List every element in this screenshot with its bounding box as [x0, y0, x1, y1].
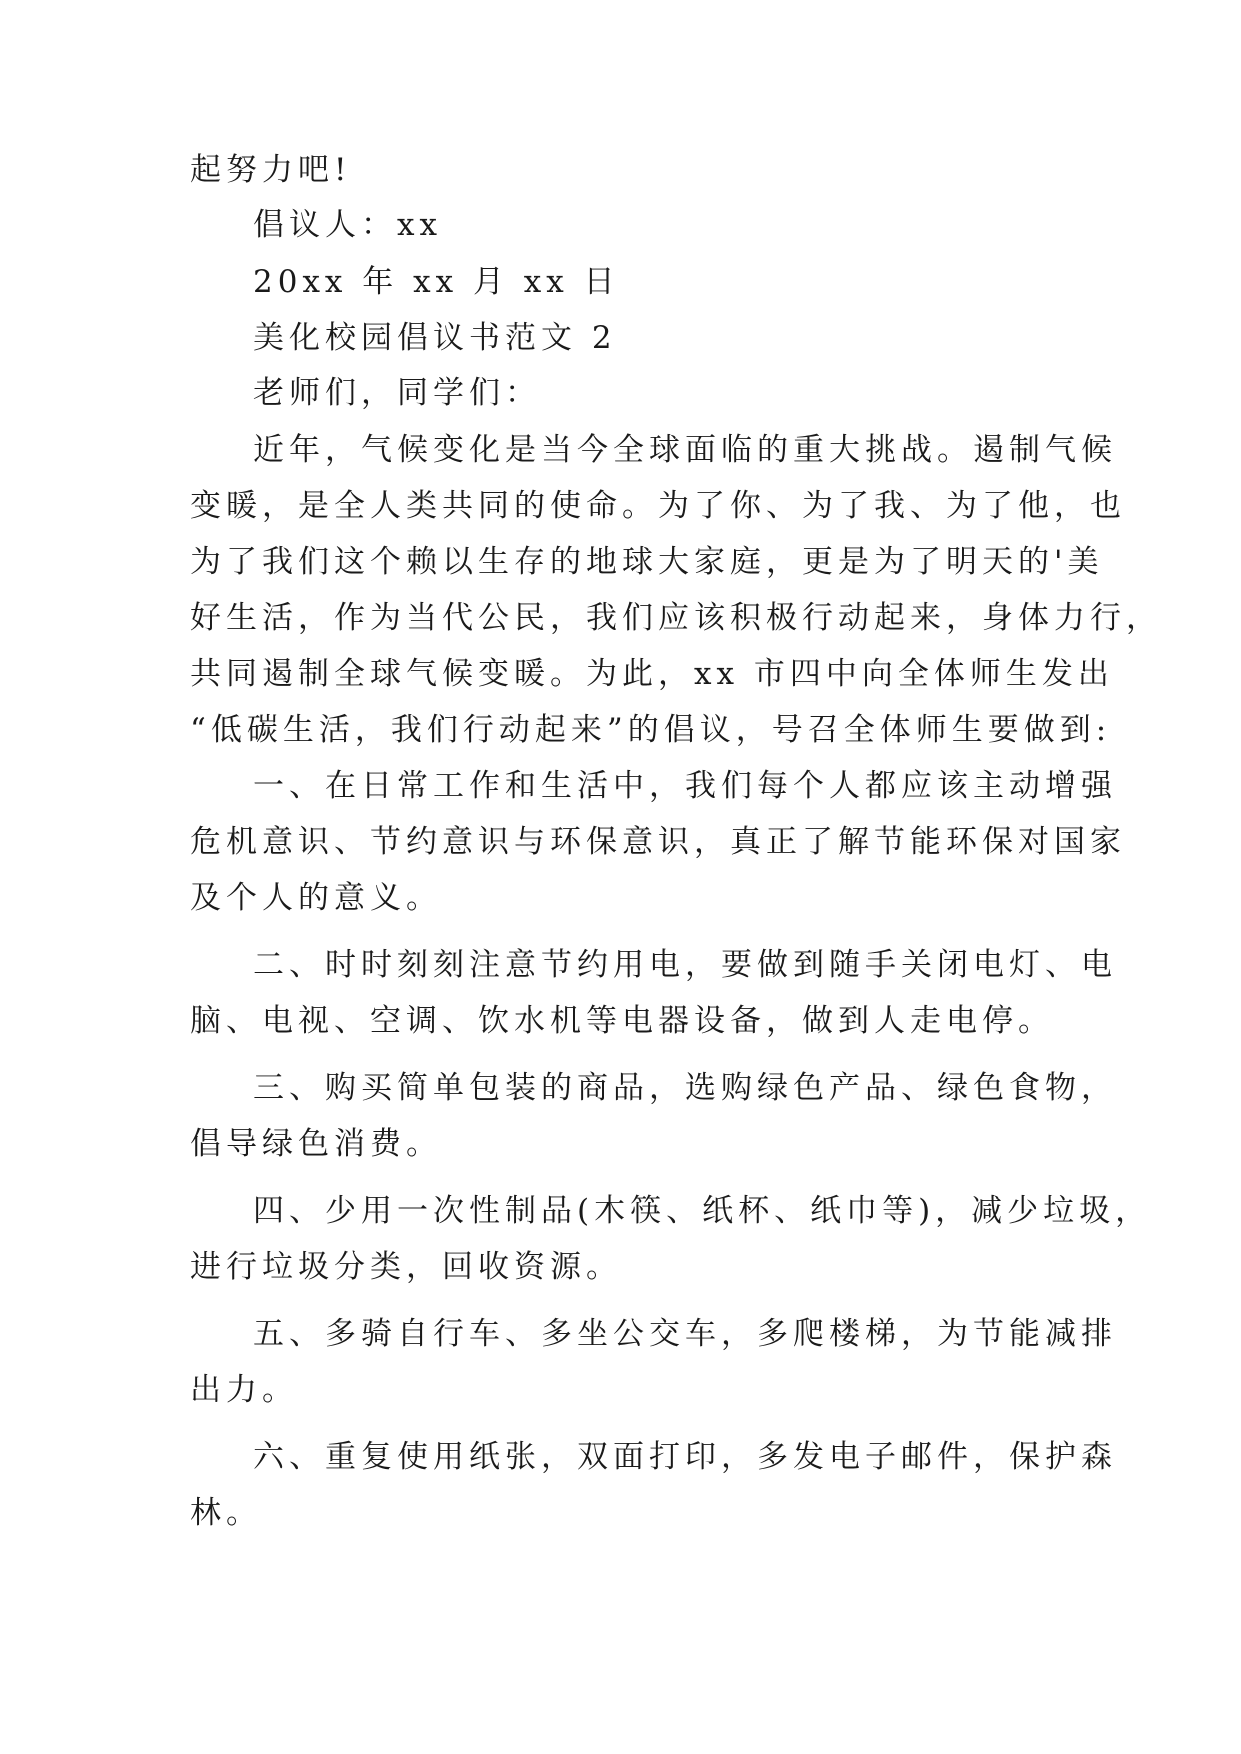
text-line: 变暖，是全人类共同的使命。为了你、为了我、为了他，也 [190, 488, 1126, 524]
text-line: 林。 [190, 1495, 262, 1531]
text-line: 三、购买简单包装的商品，选购绿色产品、绿色食物， [253, 1070, 1117, 1106]
text-line: 脑、电视、空调、饮水机等电器设备，做到人走电停。 [190, 1003, 1054, 1039]
text-line: 四、少用一次性制品(木筷、纸杯、纸巾等)，减少垃圾， [253, 1193, 1152, 1229]
text-line: “低碳生活，我们行动起来”的倡议，号召全体师生要做到: [190, 712, 1112, 748]
text-line: 一、在日常工作和生活中，我们每个人都应该主动增强 [253, 768, 1117, 804]
text-line-proposer: 倡议人：xx [253, 207, 442, 243]
text-line: 二、时时刻刻注意节约用电，要做到随手关闭电灯、电 [253, 947, 1117, 983]
text-line: 六、重复使用纸张，双面打印，多发电子邮件，保护森 [253, 1439, 1117, 1475]
text-line: 进行垃圾分类，回收资源。 [190, 1249, 622, 1285]
text-line: 五、多骑自行车、多坐公交车，多爬楼梯，为节能减排 [253, 1316, 1117, 1352]
text-line: 好生活，作为当代公民，我们应该积极行动起来，身体力行， [190, 600, 1162, 636]
text-line: 倡导绿色消费。 [190, 1126, 442, 1162]
text-line: 及个人的意义。 [190, 880, 442, 916]
text-line-salutation: 老师们，同学们： [253, 375, 541, 411]
text-line: 近年，气候变化是当今全球面临的重大挑战。遏制气候 [253, 432, 1117, 468]
text-line-date: 20xx 年 xx 月 xx 日 [253, 264, 620, 300]
text-line: 出力。 [190, 1372, 298, 1408]
text-line: 为了我们这个赖以生存的地球大家庭，更是为了明天的'美 [190, 544, 1104, 580]
text-line-title: 美化校园倡议书范文 2 [253, 320, 617, 356]
text-line: 共同遏制全球气候变暖。为此，xx 市四中向全体师生发出 [190, 656, 1114, 692]
text-line-closing: 起努力吧! [190, 152, 352, 188]
text-line: 危机意识、节约意识与环保意识，真正了解节能环保对国家 [190, 824, 1126, 860]
